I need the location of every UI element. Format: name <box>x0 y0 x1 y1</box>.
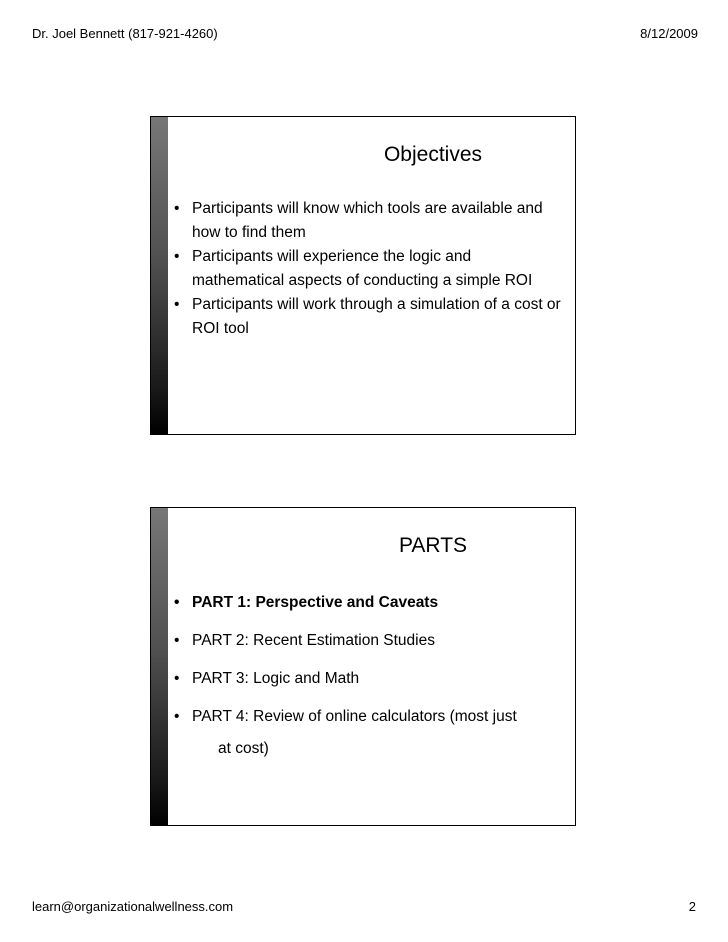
slide-sidebar-gradient <box>151 117 168 434</box>
bullet-item: • Participants will know which tools are available and how to find them <box>171 197 565 245</box>
bullet-list <box>171 591 565 775</box>
bullet-item: • Participants will experience the logic and mathematical aspects of conducting a simple ROI <box>171 245 565 293</box>
footer-email: learn@organizationalwellness.com <box>32 899 234 914</box>
header-date: 8/12/2009 <box>640 26 698 41</box>
bullet-continuation: at cost) <box>218 740 269 757</box>
bullet-item: • PART 1: Perspective and Caveats <box>171 591 565 615</box>
header-author: Dr. Joel Bennett (817-921-4260) <box>32 26 218 41</box>
slide-title: PARTS <box>398 534 468 557</box>
slide-objectives <box>150 116 576 435</box>
bullet-text: PART 4: Review of online calculators (most just <box>192 708 517 725</box>
bullet-list <box>171 197 565 341</box>
slide-sidebar-gradient <box>151 508 168 825</box>
bullet-item: • PART 2: Recent Estimation Studies <box>171 629 565 653</box>
bullet-item: • PART 3: Logic and Math <box>171 667 565 691</box>
page-number: 2 <box>688 899 696 914</box>
bullet-item: • Participants will work through a simulation of a cost or ROI tool <box>171 293 565 341</box>
slide-parts <box>150 507 576 826</box>
slide-title: Objectives <box>383 143 483 166</box>
bullet-item <box>171 705 565 761</box>
